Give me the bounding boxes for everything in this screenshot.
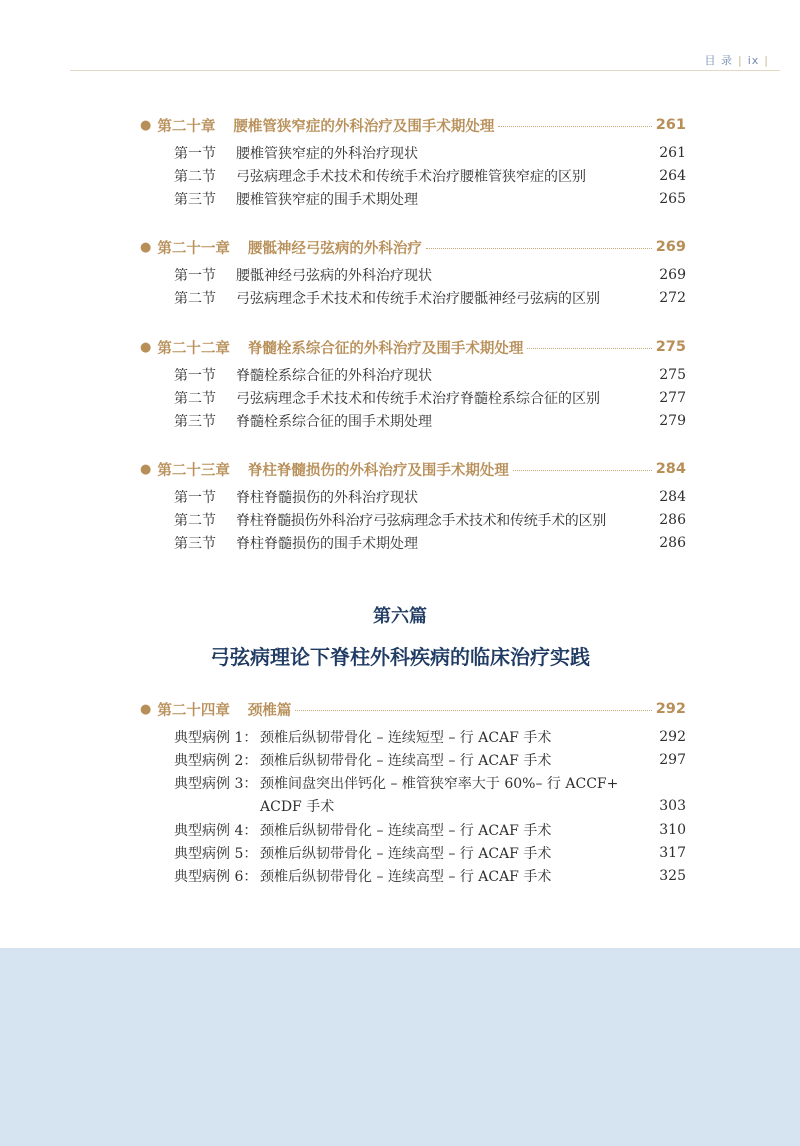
section-title: 弓弦病理念手术技术和传统手术治疗脊髓栓系综合征的区别 [236,391,600,407]
chapter-page: 269 [655,239,686,255]
toc-section[interactable] [174,264,686,286]
toc-case[interactable] [174,726,686,748]
case-page: 310 [659,822,686,838]
part-number: 第六篇 [373,606,427,627]
toc-chapter[interactable] [140,236,686,258]
chapter-page: 275 [655,339,686,355]
toc-case[interactable] [174,819,686,841]
toc-chapter[interactable] [140,114,686,136]
running-header [70,46,780,71]
chapter-title: 脊柱脊髓损伤的外科治疗及围手术期处理 [247,462,509,479]
chapter-page: 284 [655,461,686,477]
chapter-title: 腰骶神经弓弦病的外科治疗 [247,240,422,257]
toc-section[interactable] [174,287,686,309]
chapter-number: 第二十一章 [157,240,230,257]
section-title: 腰骶神经弓弦病的外科治疗现状 [236,268,432,284]
section-page: 272 [659,290,686,306]
case-page: 303 [659,798,686,814]
header-separator: | [764,54,769,67]
case-title: 颈椎后纵韧带骨化 – 连续高型 – 行 ACAF 手术 [260,823,552,839]
chapter-page: 292 [655,701,686,717]
toc-section[interactable] [174,486,686,508]
chapter-page: 261 [655,117,686,133]
section-label: 第一节 [174,146,216,162]
case-label: 典型病例 3： [174,776,258,792]
chapter-number: 第二十三章 [157,462,230,479]
section-label: 第二节 [174,513,216,529]
toc-chapter[interactable] [140,458,686,480]
case-label: 典型病例 6： [174,869,258,885]
bullet-icon: ● [140,239,152,255]
dot-leader [498,125,651,127]
bottom-band [0,948,800,1146]
header-info [704,52,774,68]
toc-section[interactable] [174,410,686,432]
toc-chapter[interactable] [140,698,686,720]
section-page: 277 [659,390,686,406]
header-separator: | [737,54,743,67]
section-title: 脊髓栓系综合征的外科治疗现状 [236,368,432,384]
section-label: 第一节 [174,368,216,384]
case-page: 297 [659,752,686,768]
case-page: 292 [659,729,686,745]
section-page: 264 [659,168,686,184]
case-title: 颈椎间盘突出伴钙化 – 椎管狭窄率大于 60%– 行 ACCF+ [260,776,619,792]
section-title: 脊柱脊髓损伤的外科治疗现状 [236,490,418,506]
bullet-icon: ● [140,339,152,355]
dot-leader [513,469,652,471]
dot-leader [426,247,652,249]
toc-section[interactable] [174,532,686,554]
case-title: 颈椎后纵韧带骨化 – 连续高型 – 行 ACAF 手术 [260,869,552,885]
section-label: 第一节 [174,268,216,284]
section-label: 第三节 [174,536,216,552]
chapter-title: 腰椎管狭窄症的外科治疗及围手术期处理 [233,118,495,135]
section-label: 第二节 [174,391,216,407]
case-label: 典型病例 4： [174,823,258,839]
toc-section[interactable] [174,364,686,386]
section-page: 265 [659,191,686,207]
section-title: 腰椎管狭窄症的外科治疗现状 [236,146,418,162]
case-page: 325 [659,868,686,884]
section-label: 第三节 [174,192,216,208]
toc-case[interactable] [174,772,686,794]
case-label: 典型病例 1： [174,730,258,746]
toc-case-continuation[interactable] [174,795,686,817]
toc-case[interactable] [174,749,686,771]
toc-case[interactable] [174,842,686,864]
chapter-number: 第二十章 [157,118,216,135]
case-title: 颈椎后纵韧带骨化 – 连续高型 – 行 ACAF 手术 [260,753,552,769]
toc-section[interactable] [174,165,686,187]
section-page: 286 [659,512,686,528]
chapter-number: 第二十二章 [157,340,230,357]
case-label: 典型病例 2： [174,753,258,769]
toc-section[interactable] [174,387,686,409]
bullet-icon: ● [140,461,152,477]
section-title: 脊柱脊髓损伤的围手术期处理 [236,536,418,552]
part-title: 弓弦病理论下脊柱外科疾病的临床治疗实践 [210,645,590,669]
section-label: 第二节 [174,291,216,307]
case-title-cont: ACDF 手术 [260,799,335,815]
section-label: 第一节 [174,490,216,506]
section-page: 279 [659,413,686,429]
toc-section[interactable] [174,188,686,210]
section-label: 第三节 [174,414,216,430]
bullet-icon: ● [140,117,152,133]
section-page: 275 [659,367,686,383]
case-page: 317 [659,845,686,861]
section-label: 第二节 [174,169,216,185]
toc-case[interactable] [174,865,686,887]
toc-section[interactable] [174,142,686,164]
section-title: 腰椎管狭窄症的围手术期处理 [236,192,418,208]
case-title: 颈椎后纵韧带骨化 – 连续高型 – 行 ACAF 手术 [260,846,552,862]
chapter-number: 第二十四章 [157,702,230,719]
toc-chapter[interactable] [140,336,686,358]
section-title: 弓弦病理念手术技术和传统手术治疗腰椎管狭窄症的区别 [236,169,586,185]
dot-leader [527,347,651,349]
section-title: 脊柱脊髓损伤外科治疗弓弦病理念手术技术和传统手术的区别 [236,513,606,529]
case-label: 典型病例 5： [174,846,258,862]
header-section: 目 录 [704,54,733,67]
toc-section[interactable] [174,509,686,531]
section-page: 261 [659,145,686,161]
bullet-icon: ● [140,701,152,717]
section-title: 脊髓栓系综合征的围手术期处理 [236,414,432,430]
section-page: 269 [659,267,686,283]
case-title: 颈椎后纵韧带骨化 – 连续短型 – 行 ACAF 手术 [260,730,552,746]
dot-leader [295,709,651,711]
chapter-title: 脊髓栓系综合征的外科治疗及围手术期处理 [247,340,524,357]
chapter-title: 颈椎篇 [247,702,292,719]
section-title: 弓弦病理念手术技术和传统手术治疗腰骶神经弓弦病的区别 [236,291,600,307]
section-page: 286 [659,535,686,551]
section-page: 284 [659,489,686,505]
header-page-number: ix [747,54,760,67]
